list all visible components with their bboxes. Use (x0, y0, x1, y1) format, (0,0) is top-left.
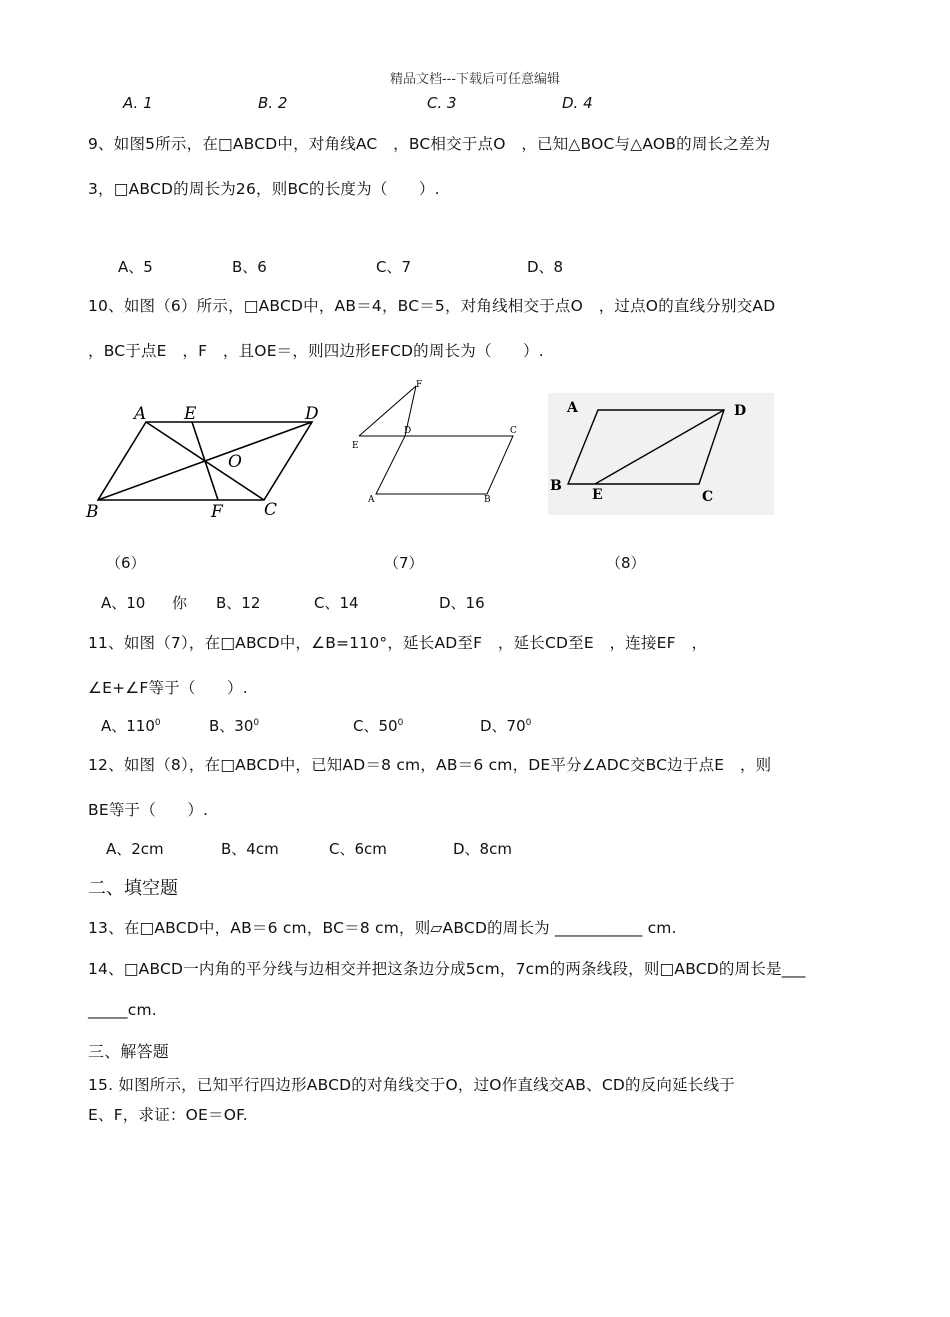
q12-option-c: C、6cm (329, 840, 387, 858)
q10-option-c: C、14 (314, 594, 359, 612)
figure-7 (348, 378, 528, 512)
fig8-label-c: C (702, 489, 714, 505)
fig7-label-f: F (416, 380, 423, 390)
fig7-parallelogram (376, 436, 513, 494)
fig7-label-b: B (484, 495, 491, 505)
q8-option-d: D. 4 (562, 94, 593, 112)
fig8-caption: （8） (606, 554, 646, 572)
q8-option-b: B. 2 (258, 94, 288, 112)
q14-line1: 14、□ABCD一内角的平分线与边相交并把这条边分成5cm，7cm的两条线段，则□ABCD的周长是___ (88, 960, 806, 978)
q12-option-b: B、4cm (221, 840, 279, 858)
q10-line1: 10、如图（6）所示，□ABCD中，AB＝4，BC＝5，对角线相交于点O ，过点O的直线分别交AD (88, 297, 776, 315)
q9-line1: 9、如图5所示，在□ABCD中，对角线AC ，BC相交于点O ，已知△BOC与△AOB的周长之差为 (88, 135, 771, 153)
figure-6 (84, 400, 334, 522)
fig6-label-b: B (86, 502, 99, 522)
q11-option-b: B、$30^0$ (209, 717, 260, 735)
fig6-label-f: F (211, 502, 223, 522)
fig6-label-a: A (134, 404, 147, 424)
q15-line2: E、F，求证：OE＝OF. (88, 1106, 248, 1124)
q8-option-c: C. 3 (427, 94, 457, 112)
q12-option-d: D、8cm (453, 840, 512, 858)
q11-line2: ∠E+∠F等于（ ）. (88, 679, 248, 697)
page-header: 精品文档---下载后可任意编辑 (389, 72, 561, 87)
q9-option-b: B、6 (232, 258, 267, 276)
q10-line2: ，BC于点E ，F ，且OE＝，则四边形EFCD的周长为（ ）. (88, 342, 544, 360)
fig7-label-e: E (352, 441, 359, 451)
fig8-label-d: D (734, 403, 747, 419)
q14-line2: _____cm. (88, 1001, 157, 1019)
q12-line2: BE等于（ ）. (88, 801, 209, 819)
q10-option-a: A、10 (101, 594, 146, 612)
section-heading-solution: 三、解答题 (88, 1042, 170, 1061)
q9-line2: 3，□ABCD的周长为26，则BC的长度为（ ）. (88, 180, 440, 198)
fig7-label-d: D (404, 426, 412, 436)
fig6-label-o: O (228, 452, 242, 472)
q11-option-a: A、$110^0$ (101, 717, 161, 735)
q15-line1: 15. 如图所示，已知平行四边形ABCD的对角线交于O，过O作直线交AB、CD的反向延长线于 (88, 1076, 735, 1094)
q13-line: 13、在□ABCD中，AB＝6 cm，BC＝8 cm，则▱ABCD的周长为 ___________ cm. (88, 919, 677, 937)
q8-option-a: A. 1 (123, 94, 153, 112)
fig6-label-d: D (305, 404, 319, 424)
q9-option-a: A、5 (118, 258, 153, 276)
fig6-label-c: C (264, 500, 278, 520)
fig6-label-e: E (184, 404, 197, 424)
q9-option-c: C、7 (376, 258, 412, 276)
q12-line1: 12、如图（8），在□ABCD中，已知AD＝8 cm，AB＝6 cm，DE平分∠ADC交BC边于点E ，则 (88, 756, 772, 774)
fig7-label-c: C (510, 426, 517, 436)
q9-option-d: D、8 (527, 258, 564, 276)
q10-stray-char: 你 (172, 594, 188, 612)
section-heading-fill-in: 二、填空题 (88, 878, 178, 899)
fig8-label-a: A (567, 400, 578, 416)
q11-option-d: D、$70^0$ (480, 717, 532, 735)
fig8-label-b: B (550, 478, 562, 494)
fig7-label-a: A (368, 495, 375, 505)
figure-8 (548, 393, 774, 515)
q11-option-c: C、$50^0$ (353, 717, 404, 735)
q11-line1: 11、如图（7），在□ABCD中，∠B=110°，延长AD至F ，延长CD至E ，连接EF ， (88, 634, 708, 652)
q10-option-b: B、12 (216, 594, 261, 612)
fig6-caption: （6） (106, 554, 146, 572)
fig7-caption: （7） (384, 554, 424, 572)
fig8-label-e: E (592, 487, 603, 503)
q12-option-a: A、2cm (106, 840, 164, 858)
fig6-line-ef (192, 422, 218, 500)
q10-option-d: D、16 (439, 594, 485, 612)
